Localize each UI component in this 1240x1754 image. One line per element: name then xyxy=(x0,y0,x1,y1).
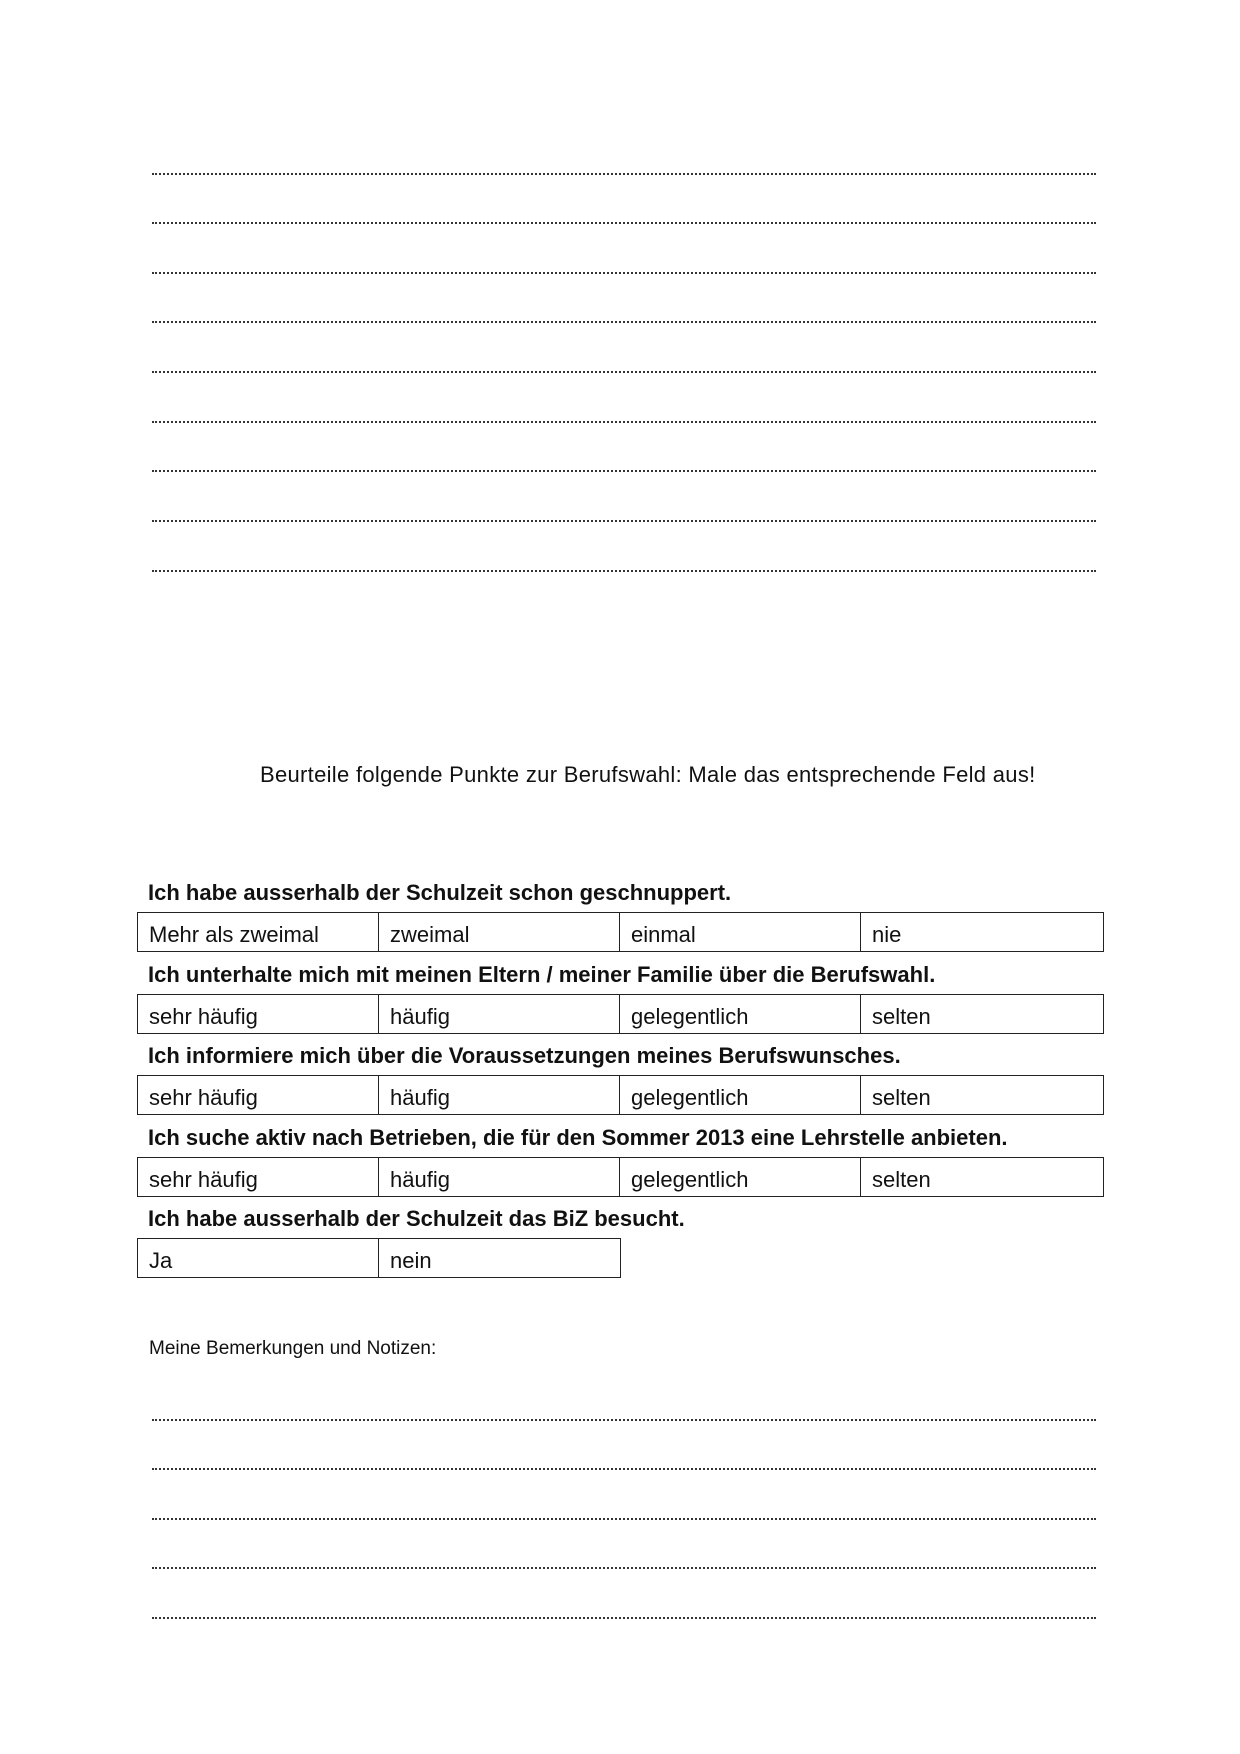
options-table-1 xyxy=(137,912,1104,952)
option-cell[interactable]: gelegentlich xyxy=(620,995,861,1033)
option-cell[interactable]: selten xyxy=(872,1004,931,1029)
instruction-text: Beurteile folgende Punkte zur Berufswahl: Male das entsprechende Feld aus! xyxy=(260,762,1036,787)
options-table-3 xyxy=(137,1075,1104,1115)
notes-line[interactable] xyxy=(152,1518,1096,1520)
option-cell[interactable]: gelegentlich xyxy=(620,1158,861,1196)
option-cell[interactable]: häufig xyxy=(379,1158,620,1196)
option-cell[interactable]: selten xyxy=(872,1167,931,1192)
question-5: Ich habe ausserhalb der Schulzeit das BiZ besucht. xyxy=(148,1206,685,1231)
options-table-5 xyxy=(137,1238,621,1278)
option-cell[interactable]: einmal xyxy=(620,913,861,951)
notes-label: Meine Bemerkungen und Notizen: xyxy=(149,1338,437,1359)
writing-line[interactable] xyxy=(152,371,1096,373)
option-cell[interactable]: zweimal xyxy=(379,913,620,951)
option-cell[interactable]: nein xyxy=(390,1248,432,1273)
notes-line[interactable] xyxy=(152,1617,1096,1619)
option-cell[interactable]: häufig xyxy=(379,1076,620,1114)
writing-line[interactable] xyxy=(152,570,1096,572)
writing-line[interactable] xyxy=(152,321,1096,323)
writing-line[interactable] xyxy=(152,222,1096,224)
option-cell[interactable]: gelegentlich xyxy=(620,1076,861,1114)
question-3: Ich informiere mich über die Voraussetzungen meines Berufswunsches. xyxy=(148,1043,901,1068)
notes-line[interactable] xyxy=(152,1419,1096,1421)
writing-line[interactable] xyxy=(152,470,1096,472)
notes-line[interactable] xyxy=(152,1468,1096,1470)
option-cell[interactable]: Mehr als zweimal xyxy=(138,913,379,951)
question-1: Ich habe ausserhalb der Schulzeit schon geschnuppert. xyxy=(148,880,732,905)
writing-line[interactable] xyxy=(152,173,1096,175)
option-cell[interactable]: häufig xyxy=(379,995,620,1033)
option-cell[interactable]: sehr häufig xyxy=(138,995,379,1033)
question-2: Ich unterhalte mich mit meinen Eltern / meiner Familie über die Berufswahl. xyxy=(148,962,936,987)
option-cell[interactable]: sehr häufig xyxy=(138,1158,379,1196)
options-table-2 xyxy=(137,994,1104,1034)
option-cell[interactable]: sehr häufig xyxy=(138,1076,379,1114)
notes-line[interactable] xyxy=(152,1567,1096,1569)
options-table-4 xyxy=(137,1157,1104,1197)
question-4: Ich suche aktiv nach Betrieben, die für den Sommer 2013 eine Lehrstelle anbieten. xyxy=(148,1125,1008,1150)
option-cell[interactable]: selten xyxy=(872,1085,931,1110)
option-cell[interactable]: nie xyxy=(872,922,902,947)
writing-line[interactable] xyxy=(152,421,1096,423)
option-cell[interactable]: Ja xyxy=(138,1239,379,1277)
writing-line[interactable] xyxy=(152,272,1096,274)
writing-line[interactable] xyxy=(152,520,1096,522)
